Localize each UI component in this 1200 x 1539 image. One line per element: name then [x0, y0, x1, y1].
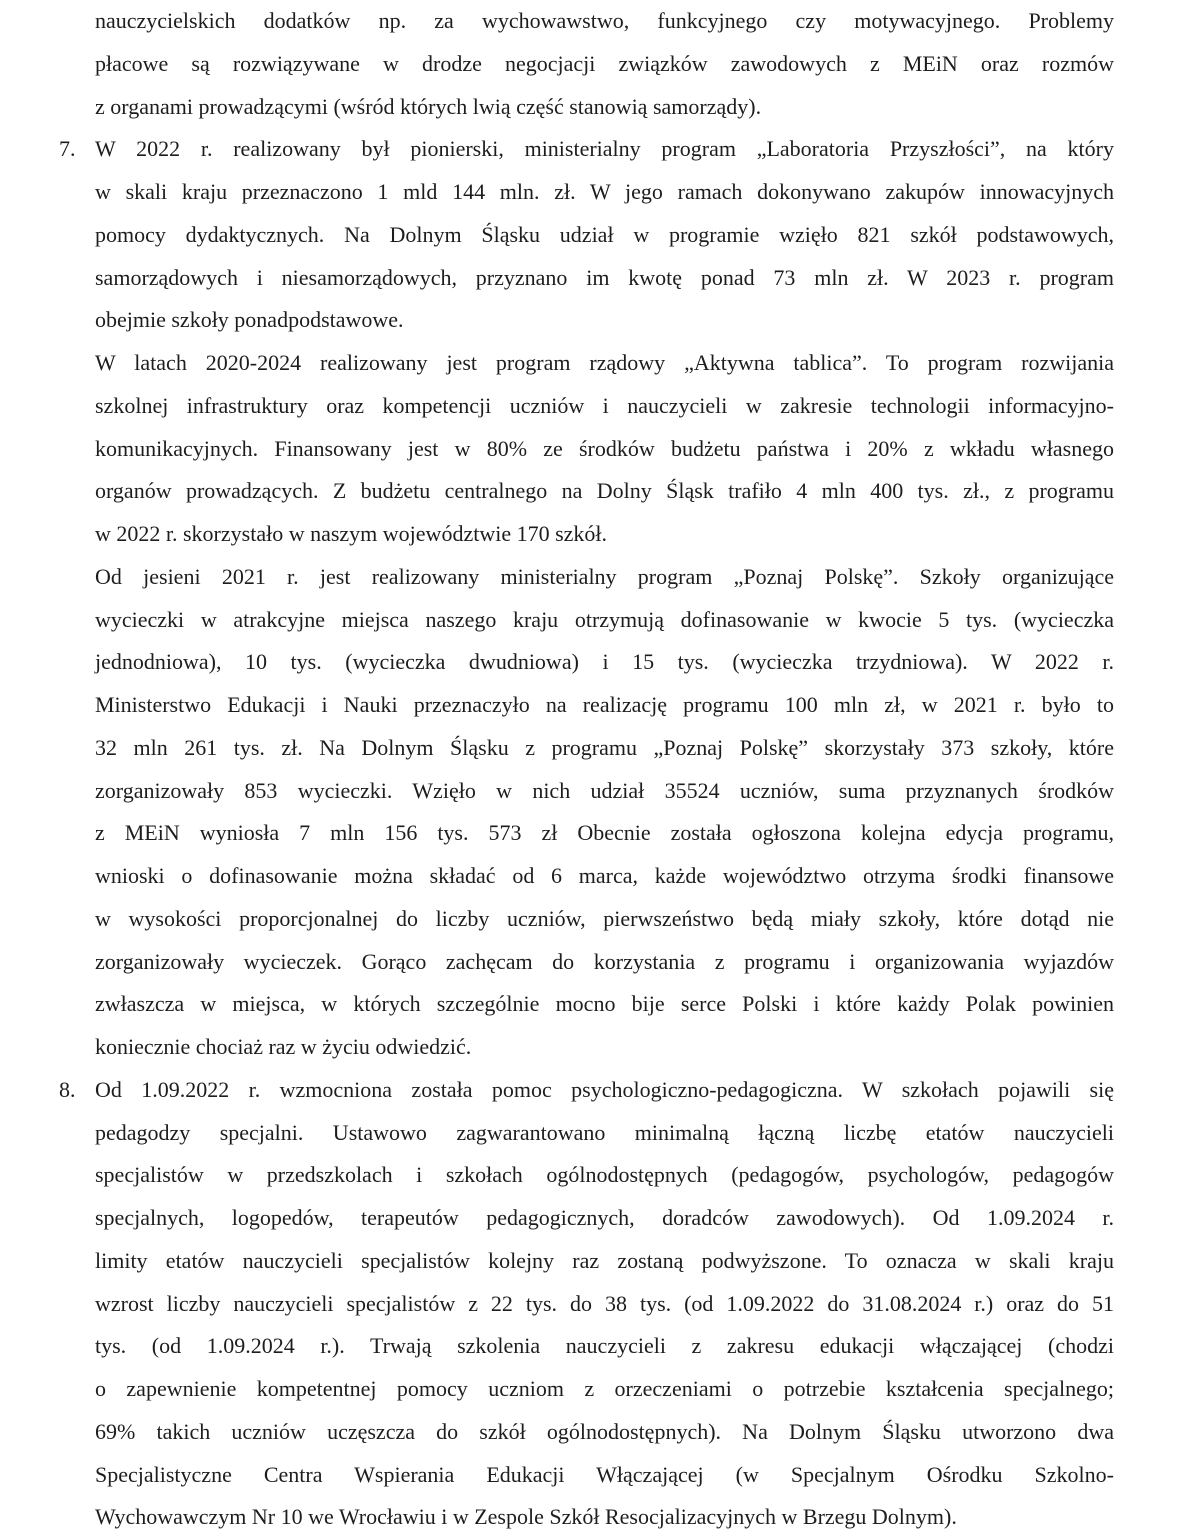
text-line-7-2-3: komunikacyjnych. Finansowany jest w 80% ze środków budżetu państwa i 20% z wkładu własnego: [95, 435, 1114, 461]
text-line-cont-3: z organami prowadzącymi (wśród których lwią część stanowią samorządy).: [95, 93, 762, 119]
text-line-7-2-1: W latach 2020-2024 realizowany jest program rządowy „Aktywna tablica”. To program rozwijania: [95, 350, 1114, 375]
text-line-7-2-2: szkolnej infrastruktury oraz kompetencji uczniów i nauczycieli w zakresie technologii informacyjno-: [95, 392, 1114, 418]
text-line-7-2-5: w 2022 r. skorzystało w naszym województwie 170 szkół.: [95, 521, 608, 546]
numbered-list: [59, 128, 1114, 1539]
list-item-number: 8.: [59, 1076, 76, 1102]
text-line-7-1-2: w skali kraju przeznaczono 1 mld 144 mln. zł. W jego ramach dokonywano zakupów innowacyjnych: [95, 179, 1114, 204]
text-line-7-3-9: w wysokości proporcjonalnej do liczby uczniów, pierwszeństwo będą miały szkoły, które dotąd nie: [95, 905, 1114, 931]
text-line-cont-2: płacowe są rozwiązywane w drodze negocjacji związków zawodowych z MEiN oraz rozmów: [95, 50, 1114, 76]
text-line-8-1-1: Od 1.09.2022 r. wzmocniona została pomoc psychologiczno-pedagogiczna. W szkołach pojawili się: [95, 1076, 1114, 1102]
text-line-7-3-8: wnioski o dofinasowanie można składać od 6 marca, każde województwo otrzyma środki finansowe: [95, 863, 1114, 888]
text-line-8-1-8: o zapewnienie kompetentnej pomocy uczniom z orzeczeniami o potrzebie kształcenia specjalnego;: [95, 1376, 1114, 1401]
text-line-8-1-4: specjalnych, logopedów, terapeutów pedagogicznych, doradców zawodowych). Od 1.09.2024 r.: [95, 1205, 1114, 1230]
text-line-7-1-1: W 2022 r. realizowany był pionierski, ministerialny program „Laboratoria Przyszłości”, na który: [95, 136, 1114, 162]
text-line-8-1-6: wzrost liczby nauczycieli specjalistów z 22 tys. do 38 tys. (od 1.09.2022 do 31.08.2024 r.) oraz do 51: [95, 1290, 1114, 1316]
paragraph-7-3: [95, 556, 1114, 1069]
paragraph-7-1: [95, 128, 1114, 342]
text-line-8-1-7: tys. (od 1.09.2024 r.). Trwają szkolenia nauczycieli z zakresu edukacji włączającej (chodzi: [95, 1333, 1114, 1359]
text-line-7-2-4: organów prowadzących. Z budżetu centralnego na Dolny Śląsk trafiło 4 mln 400 tys. zł., z programu: [95, 478, 1114, 504]
text-line-8-1-5: limity etatów nauczycieli specjalistów kolejny raz zostaną podwyższone. To oznacza w skali kraju: [95, 1247, 1114, 1273]
text-line-8-1-11: Wychowawczym Nr 10 we Wrocławiu i w Zespole Szkół Resocjalizacyjnych w Brzegu Dolnym).: [95, 1504, 957, 1530]
text-line-cont-1: nauczycielskich dodatków np. za wychowawstwo, funkcyjnego czy motywacyjnego. Problemy: [95, 8, 1114, 33]
text-line-8-1-9: 69% takich uczniów uczęszcza do szkół ogólnodostępnych). Na Dolnym Śląsku utworzono dwa: [95, 1418, 1114, 1444]
text-line-8-1-3: specjalistów w przedszkolach i szkołach ogólnodostępnych (pedagogów, psychologów, pedagogów: [95, 1162, 1114, 1188]
text-line-7-3-3: jednodniowa), 10 tys. (wycieczka dwudniowa) i 15 tys. (wycieczka trzydniowa). W 2022 r.: [95, 649, 1114, 675]
text-line-7-3-11: zwłaszcza w miejsca, w których szczególnie mocno bije serce Polski i które każdy Polak powinien: [95, 991, 1114, 1017]
paragraph-7-2: [95, 342, 1114, 556]
list-item-7: [59, 128, 1114, 1069]
text-line-8-1-2: pedagodzy specjalni. Ustawowo zagwarantowano minimalną łączną liczbę etatów nauczycieli: [95, 1119, 1114, 1145]
list-item-number: 7.: [59, 136, 76, 162]
text-line-7-3-1: Od jesieni 2021 r. jest realizowany ministerialny program „Poznaj Polskę”. Szkoły organizujące: [95, 563, 1114, 589]
paragraph-8-1: [95, 1069, 1114, 1539]
text-line-7-3-4: Ministerstwo Edukacji i Nauki przeznaczyło na realizację programu 100 mln zł, w 2021 r. było to: [95, 692, 1114, 717]
text-line-7-3-5: 32 mln 261 tys. zł. Na Dolnym Śląsku z programu „Poznaj Polskę” skorzystały 373 szkoły, które: [95, 734, 1114, 760]
text-line-7-3-12: koniecznie chociaż raz w życiu odwiedzić.: [95, 1034, 472, 1059]
list-item-body: [95, 128, 1114, 1069]
text-line-7-1-5: obejmie szkoły ponadpodstawowe.: [95, 307, 404, 333]
text-line-7-1-3: pomocy dydaktycznych. Na Dolnym Śląsku udział w programie wzięło 821 szkół podstawowych,: [95, 221, 1114, 247]
list-item-8: [59, 1069, 1114, 1539]
list-item-body: [95, 1069, 1114, 1539]
text-line-7-1-4: samorządowych i niesamorządowych, przyznano im kwotę ponad 73 mln zł. W 2023 r. program: [95, 264, 1114, 290]
text-line-7-3-6: zorganizowały 853 wycieczki. Wzięło w nich udział 35524 uczniów, suma przyznanych środków: [95, 777, 1114, 803]
continuation-paragraph: [95, 0, 1114, 128]
text-line-8-1-10: Specjalistyczne Centra Wspierania Edukacji Włączającej (w Specjalnym Ośrodku Szkolno-: [95, 1461, 1114, 1487]
text-line-7-3-10: zorganizowały wycieczek. Gorąco zachęcam do korzystania z programu i organizowania wyjazdów: [95, 948, 1114, 974]
text-line-7-3-2: wycieczki w atrakcyjne miejsca naszego kraju otrzymują dofinasowanie w kwocie 5 tys. (wycieczka: [95, 606, 1114, 632]
text-line-7-3-7: z MEiN wyniosła 7 mln 156 tys. 573 zł Obecnie została ogłoszona kolejna edycja programu,: [95, 820, 1114, 846]
